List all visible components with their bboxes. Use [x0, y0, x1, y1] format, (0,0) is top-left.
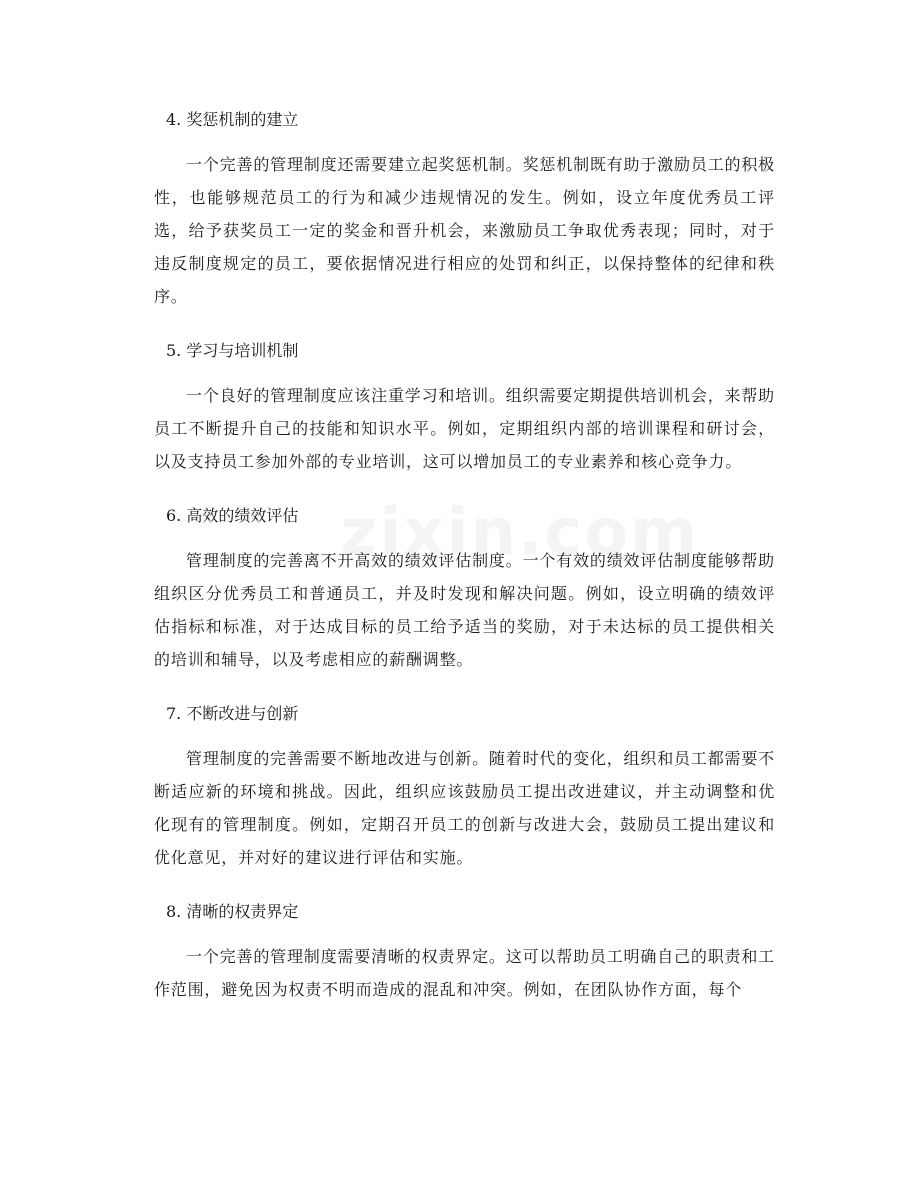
section-heading-6: 6. 高效的绩效评估 — [166, 506, 299, 525]
section-heading-7: 7. 不断改进与创新 — [166, 704, 299, 723]
section-paragraph-5: 一个良好的管理制度应该注重学习和培训。组织需要定期提供培训机会，来帮助员工不断提升自己的技能和知识水平。例如，定期组织内部的培训课程和研讨会，以及支持员工参加外部的专业培训，这可以增加员工的专业素养和核心竞争力。 — [154, 386, 775, 471]
section-paragraph-8: 一个完善的管理制度需要清晰的权责界定。这可以帮助员工明确自己的职责和工作范围，避免因为权责不明而造成的混乱和冲突。例如，在团队协作方面，每个 — [154, 947, 775, 999]
section-heading-5: 5. 学习与培训机制 — [166, 341, 299, 360]
section-paragraph-7: 管理制度的完善需要不断地改进与创新。随着时代的变化，组织和员工都需要不断适应新的环境和挑战。因此，组织应该鼓励员工提出改进建议，并主动调整和优化现有的管理制度。例如，定期召开员工的创新与改进大会，鼓励员工提出建议和优化意见，并对好的建议进行评估和实施。 — [154, 749, 775, 867]
section-heading-4: 4. 奖惩机制的建立 — [166, 110, 299, 129]
document-body — [150, 104, 775, 1028]
section-paragraph-4: 一个完善的管理制度还需要建立起奖惩机制。奖惩机制既有助于激励员工的积极性，也能够规范员工的行为和减少违规情况的发生。例如，设立年度优秀员工评选，给予获奖员工一定的奖金和晋升机会，来激励员工争取优秀表现；同时，对于违反制度规定的员工，要依据情况进行相应的处罚和纠正，以保持整体的纪律和秩序。 — [154, 155, 775, 306]
section-heading-8: 8. 清晰的权责界定 — [166, 902, 299, 921]
section-paragraph-6: 管理制度的完善离不开高效的绩效评估制度。一个有效的绩效评估制度能够帮助组织区分优秀员工和普通员工，并及时发现和解决问题。例如，设立明确的绩效评估指标和标准，对于达成目标的员工给予适当的奖励，对于未达标的员工提供相关的培训和辅导，以及考虑相应的薪酬调整。 — [154, 551, 775, 669]
